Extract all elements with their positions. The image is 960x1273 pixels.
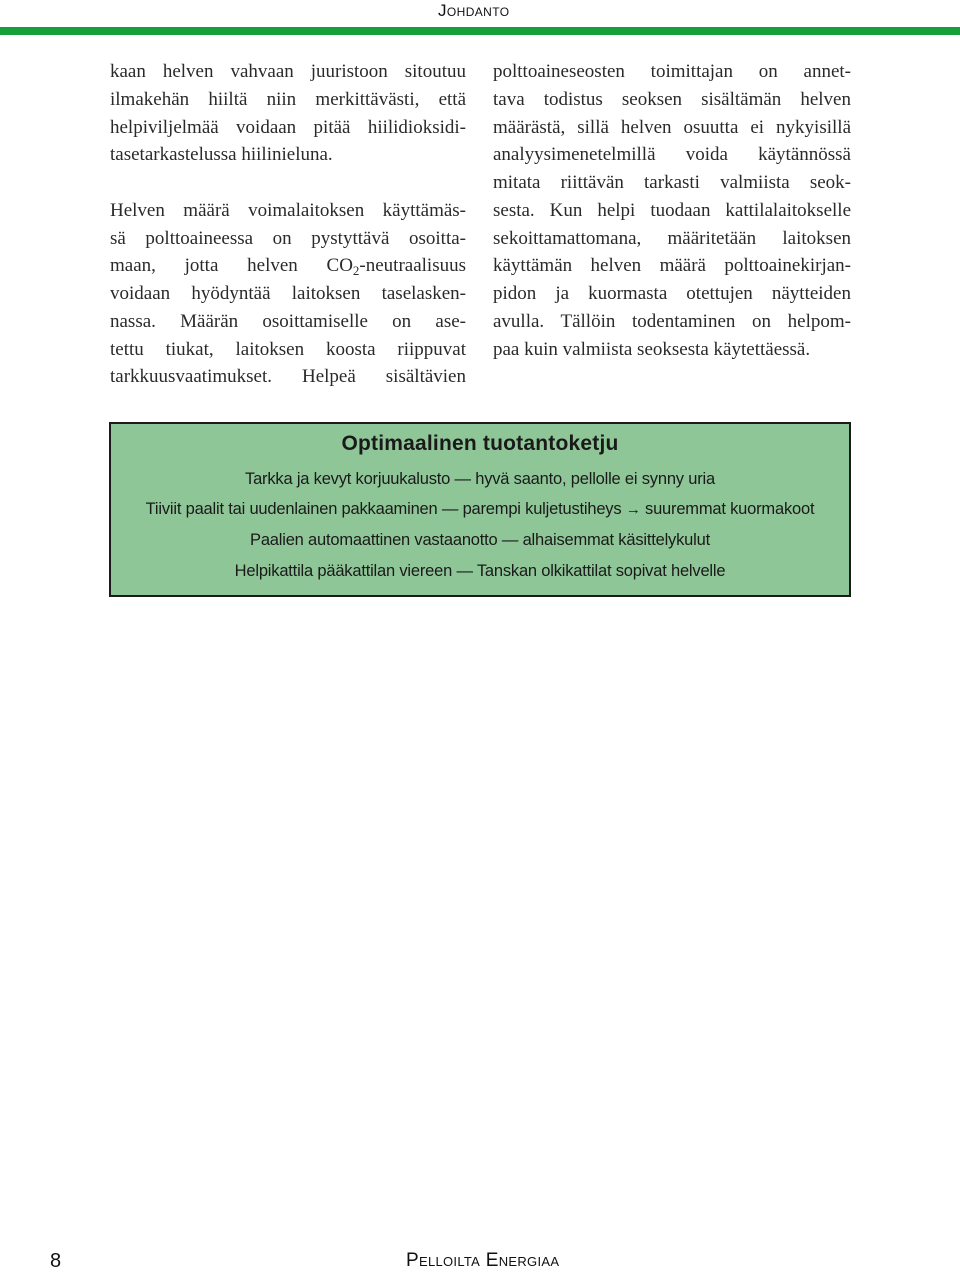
left-column (110, 58, 466, 391)
text-line: mitata riittävän tarkasti valmiista seok- (493, 172, 851, 193)
header-rule (0, 27, 960, 35)
production-chain-box (109, 422, 851, 597)
page-number: 8 (50, 1250, 62, 1272)
footer-title: Pelloilta Energiaa (406, 1250, 560, 1271)
text-line: tasetarkastelussa hiilinieluna. (110, 144, 333, 166)
text-line: avulla. Tällöin todentaminen on helpom- (493, 310, 851, 332)
running-header: Johdanto (438, 1, 510, 20)
text-line: helpiviljelmää voidaan pitää hiilidioksidi- (110, 116, 466, 138)
text-line: analyysimenetelmillä voida käytännössä (493, 144, 851, 166)
text-line: paa kuin valmiista seoksesta käytettäessä. (493, 338, 811, 360)
text-line: ilmakehän hiiltä niin merkittävästi, että (110, 88, 466, 110)
box-line-baling: Tiiviit paalit tai uudenlainen pakkaaminen — parempi kuljetustiheys → suuremmat kuormakoot (145, 500, 815, 518)
text-line: voidaan hyödyntää laitoksen taselasken- (110, 283, 466, 304)
text-line: sekoittamattomana, määritetään laitoksen (493, 227, 851, 249)
text-line: tava todistus seoksen sisältämän helven (493, 88, 851, 110)
text-line: polttoaineseosten toimittajan on annet- (493, 61, 851, 82)
text-line: sesta. Kun helpi tuodaan kattilalaitokselle (493, 199, 851, 221)
paragraph-1 (110, 58, 466, 169)
right-column (493, 58, 851, 363)
co2-formula: $CO_2$-neutraalisuus (326, 255, 466, 279)
text-line: tettu tiukat, laitoksen koosta riippuvat (110, 338, 466, 360)
co2-subscript: 2 (352, 263, 360, 279)
text-fragment: maan, jotta helven (110, 255, 298, 277)
arrow-right-icon: → (625, 501, 641, 518)
text-line: pidon ja kuormasta otettujen näytteiden (493, 283, 851, 304)
text-line: sä polttoaineessa on pystyttävä osoitta- (110, 227, 466, 249)
box-line-boiler: Helpikattila pääkattilan viereen — Tanskan olkikattilat sopivat helvelle (234, 562, 726, 580)
text-line: nassa. Määrän osoittamiselle on ase- (110, 310, 466, 332)
text-line (110, 252, 466, 280)
box-title: Optimaalinen tuotantoketju (341, 432, 619, 455)
paragraph-2 (110, 197, 466, 391)
text-line: Helven määrä voimalaitoksen käyttämäs- (110, 199, 466, 221)
text-line: määrästä, sillä helven osuutta ei nykyisillä (493, 116, 851, 138)
box-line-harvest: Tarkka ja kevyt korjuukalusto — hyvä saanto, pellolle ei synny uria (245, 470, 715, 488)
text-line: käyttämän helven määrä polttoainekirjan- (493, 255, 851, 277)
text-line: tarkkuusvaatimukset. Helpeä sisältävien (110, 366, 466, 388)
text-line: kaan helven vahvaan juuristoon sitoutuu (110, 61, 466, 82)
box-line-reception: Paalien automaattinen vastaanotto — alhaisemmat käsittelykulut (250, 531, 710, 549)
